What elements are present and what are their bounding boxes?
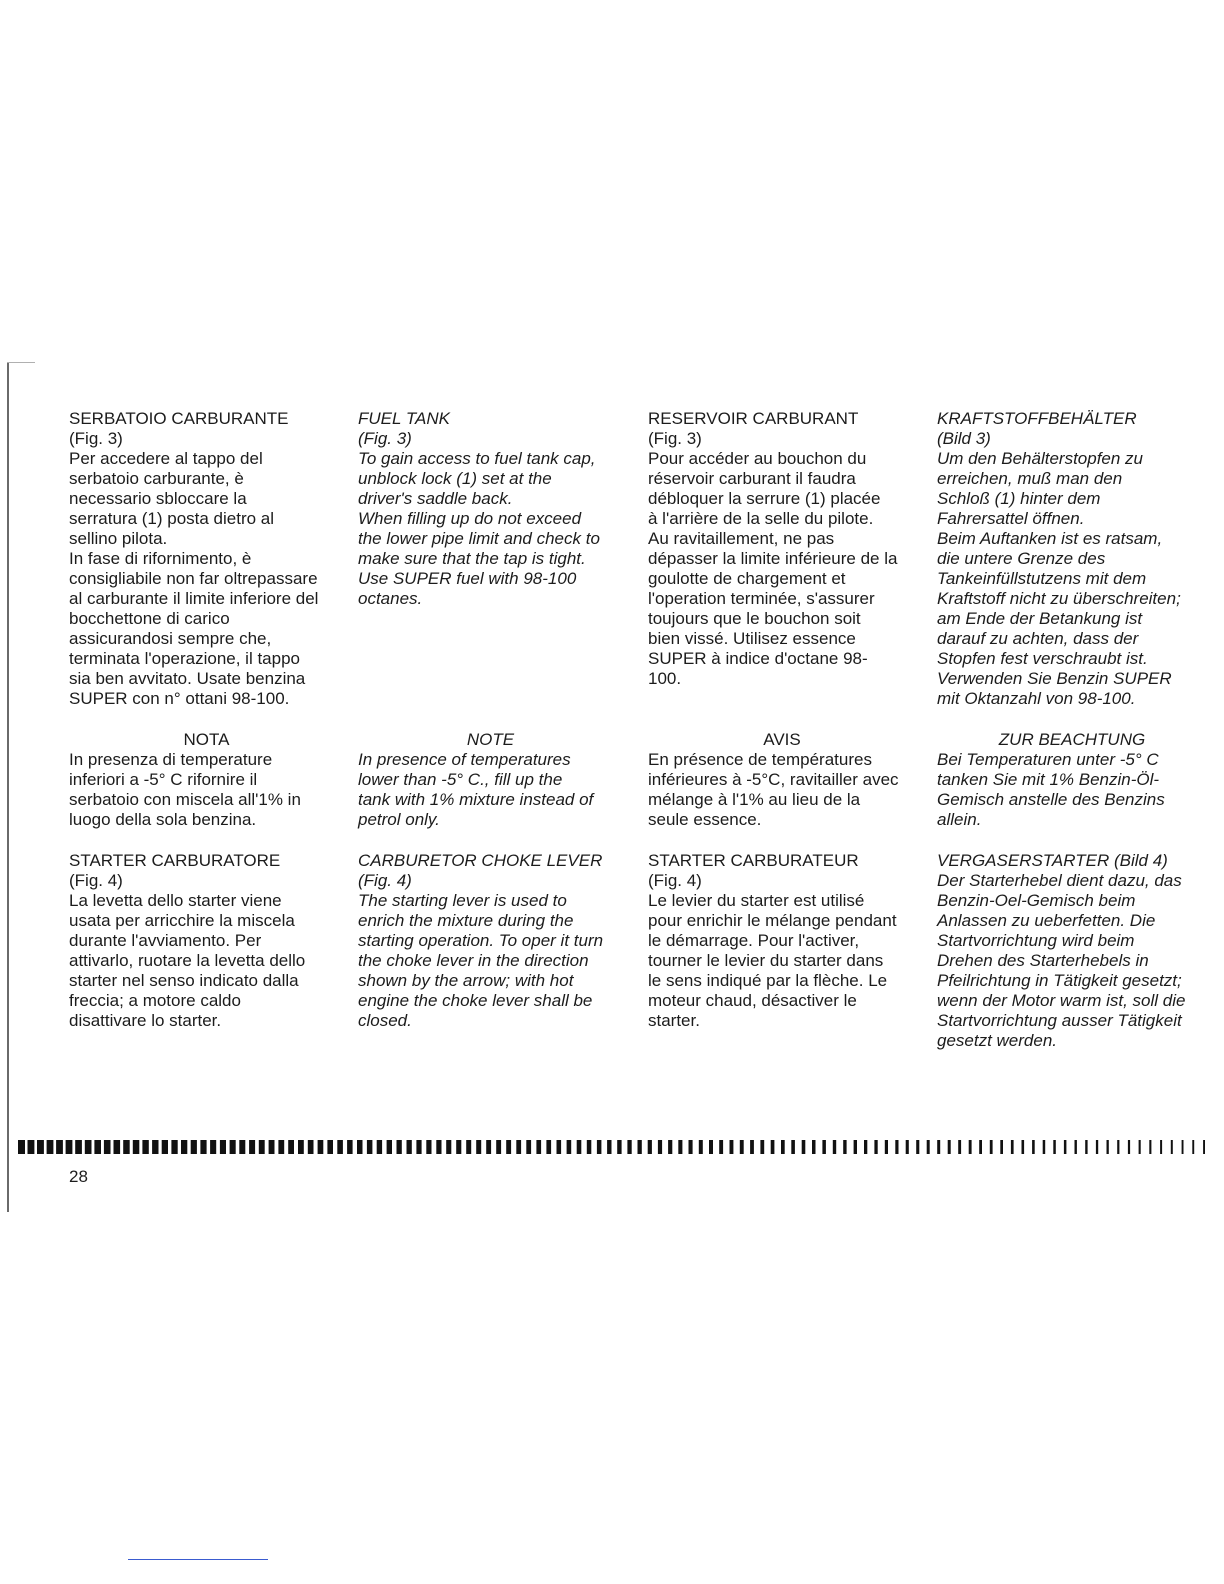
barcode-bar [1128,1140,1130,1154]
text-line: Der Starterhebel dient dazu, das [937,871,1182,890]
text-line: In presenza di temperature [69,750,273,769]
barcode-bar [760,1140,764,1154]
barcode-bar [648,1140,652,1154]
barcode-bar [689,1140,693,1154]
text-line: gesetzt werden. [937,1031,1058,1050]
text-line: Drehen des Starterhebels in [937,951,1149,970]
text-line: le démarrage. Pour l'activer, [648,931,860,950]
section-2 [69,730,344,830]
text-line: When filling up do not exceed [358,509,582,528]
text-line: The starting lever is used to [358,891,567,910]
text-line: En présence de températures [648,750,872,769]
barcode-bar [843,1140,846,1154]
text-line: Per accedere al tappo del [69,449,263,468]
section-heading: KRAFTSTOFFBEHÄLTER [937,409,1137,428]
text-line: petrol only. [358,810,440,829]
barcode-bar [1160,1140,1162,1154]
barcode-bar [1182,1140,1184,1154]
barcode-bar [1203,1140,1205,1154]
barcode-bar [750,1140,754,1154]
text-line: bien vissé. Utilisez essence [648,629,856,648]
barcode-bar [1192,1140,1194,1154]
text-line: Stopfen fest verschraubt ist. [937,649,1148,668]
barcode-bar [288,1140,294,1154]
barcode-bar [546,1140,551,1154]
text-line: engine the choke lever shall be [358,991,593,1010]
barcode-bar [1043,1140,1046,1154]
barcode-bar [1053,1140,1056,1154]
text-line: réservoir carburant il faudra [648,469,856,488]
barcode-bar [123,1140,130,1154]
barcode-bar [927,1140,930,1154]
barcode-bar [1117,1140,1119,1154]
barcode-bar [709,1140,713,1154]
text-line: disattivare lo starter. [69,1011,222,1030]
text-line: assicurandosi sempre che, [69,629,272,648]
text-line: débloquer la serrure (1) placée [648,489,881,508]
barcode-bar [607,1140,611,1154]
barcode-bar [1139,1140,1141,1154]
text-line: octanes. [358,589,423,608]
barcode-bar [47,1140,54,1154]
barcode-bar [496,1140,501,1154]
barcode-bar [104,1140,111,1154]
text-line: tank with 1% mixture instead of [358,790,594,809]
text-line: tourner le levier du starter dans [648,951,884,970]
barcode-bar [327,1140,333,1154]
section-1 [358,409,623,609]
text-line: à l'arrière de la selle du pilote. [648,509,874,528]
barcode-bar [191,1140,197,1154]
text-line: Kraftstoff nicht zu überschreiten; [937,589,1181,608]
text-line: Gemisch anstelle des Benzins [937,790,1165,809]
barcode-bar [426,1140,431,1154]
text-line: seule essence. [648,810,762,829]
barcode-bar [436,1140,441,1154]
text-line: Anlassen zu ueberfetten. Die [937,911,1156,930]
text-line: darauf zu achten, dass der [937,629,1139,648]
note-heading: NOTE [466,730,515,749]
text-line: Um den Behälterstopfen zu [937,449,1144,468]
barcode-bar [210,1140,216,1154]
barcode-bar [337,1140,343,1154]
left-margin-tick [7,362,35,363]
barcode-bar [822,1140,826,1154]
text-line: serratura (1) posta dietro al [69,509,275,528]
note-heading: NOTA [183,730,230,749]
barcode-bar [864,1140,867,1154]
barcode-bar [85,1140,92,1154]
barcode-bar [476,1140,481,1154]
barcode-bar [854,1140,857,1154]
barcode-bar [740,1140,744,1154]
text-line: Startvorrichtung ausser Tätigkeit [937,1011,1182,1030]
section-heading: RESERVOIR CARBURANT [648,409,859,428]
text-line: Bei Temperaturen unter -5° C [937,750,1159,769]
text-line: (Bild 3) [937,429,991,448]
barcode-bar [916,1140,919,1154]
barcode-bar [771,1140,775,1154]
section-3 [358,851,623,1031]
section-heading: CARBURETOR CHOKE LEVER [358,851,603,870]
barcode-bar [347,1140,353,1154]
barcode-bar [990,1140,993,1154]
section-1 [937,409,1207,709]
barcode-bar [18,1140,25,1154]
barcode-bar [557,1140,562,1154]
barcode-bar [466,1140,471,1154]
barcode-bar [969,1140,972,1154]
text-line: inférieures à -5°C, ravitailler avec [648,770,899,789]
text-line: starting operation. To oper it turn [358,931,604,950]
text-line: durante l'avviamento. Per [69,931,262,950]
section-heading: STARTER CARBURATORE [69,851,281,870]
barcode-bar [895,1140,898,1154]
barcode-bar [1171,1140,1173,1154]
text-line: moteur chaud, désactiver le [648,991,857,1010]
barcode-bar [627,1140,631,1154]
barcode-bar [94,1140,101,1154]
barcode-bar [874,1140,877,1154]
barcode-bar [948,1140,951,1154]
barcode-bar [567,1140,572,1154]
barcode-bar [162,1140,168,1154]
text-line: freccia; a motore caldo [69,991,241,1010]
page-number: 28 [69,1167,88,1186]
text-line: pour enrichir le mélange pendant [648,911,897,930]
text-line: (Fig. 4) [69,871,123,890]
barcode-bar [308,1140,314,1154]
text-line: driver's saddle back. [358,489,513,508]
section-2 [648,730,916,830]
barcode-bar [239,1140,245,1154]
barcode-bar [536,1140,541,1154]
barcode-bar [1000,1140,1003,1154]
barcode-bar [75,1140,82,1154]
text-line: goulotte de chargement et [648,569,846,588]
section-3 [937,851,1207,1051]
text-line: (Fig. 4) [358,871,412,890]
barcode-bar [407,1140,412,1154]
text-line: usata per arricchire la miscela [69,911,295,930]
barcode-bar [171,1140,177,1154]
section-1 [69,409,344,709]
text-line: toujours que le bouchon soit [648,609,861,628]
text-line: lower than -5° C., fill up the [358,770,563,789]
text-line: dépasser la limite inférieure de la [648,549,898,568]
barcode-bar [1075,1140,1077,1154]
section-2 [358,730,623,830]
barcode-bar [318,1140,324,1154]
text-line: SUPER à indice d'octane 98- [648,649,868,668]
text-line: Pfeilrichtung in Tätigkeit gesetzt; [937,971,1182,990]
text-line: mélange à l'1% au lieu de la [648,790,861,809]
text-line: In presence of temperatures [358,750,571,769]
barcode-bar [668,1140,672,1154]
barcode-bar [781,1140,785,1154]
text-line: Startvorrichtung wird beim [937,931,1135,950]
text-line: inferiori a -5° C rifornire il [69,770,258,789]
text-line: wenn der Motor warm ist, soll die [937,991,1186,1010]
text-line: bocchettone di carico [69,609,230,628]
barcode-bar [269,1140,275,1154]
barcode-bar [699,1140,703,1154]
barcode-bar [885,1140,888,1154]
barcode-bar [506,1140,511,1154]
barcode-bar [1064,1140,1067,1154]
section-1 [648,409,916,689]
text-line: shown by the arrow; with hot [358,971,574,990]
text-line: allein. [937,810,982,829]
barcode-strip [10,1140,1215,1154]
text-line: Tankeinfüllstutzens mit dem [937,569,1147,588]
barcode-bar [486,1140,491,1154]
text-line: Use SUPER fuel with 98-100 [358,569,577,588]
text-line: tanken Sie mit 1% Benzin-Öl- [937,770,1160,789]
section-3 [69,851,344,1031]
barcode-bar [152,1140,158,1154]
barcode-bar [446,1140,451,1154]
barcode-bar [1107,1140,1109,1154]
barcode-bar [802,1140,806,1154]
text-line: enrich the mixture during the [358,911,574,930]
text-line: consigliabile non far oltrepassare [69,569,318,588]
note-heading: ZUR BEACHTUNG [998,730,1146,749]
barcode-bar [678,1140,682,1154]
barcode-bar [617,1140,621,1154]
text-line: l'operation terminée, s'assurer [648,589,875,608]
barcode-bar [719,1140,723,1154]
barcode-bar [298,1140,304,1154]
text-line: erreichen, muß man den [937,469,1123,488]
note-heading: AVIS [763,730,801,749]
barcode-bar [230,1140,236,1154]
barcode-bar [979,1140,982,1154]
text-line: le sens indiqué par la flèche. Le [648,971,888,990]
barcode-bar [658,1140,662,1154]
text-line: unblock lock (1) set at the [358,469,552,488]
text-line: serbatoio carburante, è [69,469,244,488]
text-line: Beim Auftanken ist es ratsam, [937,529,1163,548]
text-line: starter. [648,1011,700,1030]
text-line: (Fig. 3) [69,429,123,448]
text-line: terminata l'operazione, il tappo [69,649,300,668]
barcode-bar [181,1140,187,1154]
text-line: In fase di rifornimento, è [69,549,252,568]
barcode-bar [597,1140,602,1154]
text-line: Verwenden Sie Benzin SUPER [937,669,1172,688]
barcode-bar [1011,1140,1014,1154]
barcode-bar [367,1140,373,1154]
barcode-bar [730,1140,734,1154]
text-line: (Fig. 3) [358,429,412,448]
barcode-bar [1085,1140,1087,1154]
barcode-bar [357,1140,363,1154]
text-line: attivarlo, ruotare la levetta dello [69,951,306,970]
section-heading: STARTER CARBURATEUR [648,851,859,870]
section-heading: VERGASERSTARTER (Bild 4) [937,851,1168,870]
section-3 [648,851,916,1031]
barcode-bar [220,1140,226,1154]
text-line: SUPER con n° ottani 98-100. [69,689,290,708]
barcode-bar [66,1140,73,1154]
barcode-bar [142,1140,148,1154]
barcode-bar [387,1140,392,1154]
text-line: To gain access to fuel tank cap, [358,449,596,468]
text-line: mit Oktanzahl von 98-100. [937,689,1136,708]
barcode-bar [577,1140,582,1154]
text-line: sellino pilota. [69,529,168,548]
text-line: sia ben avvitato. Usate benzina [69,669,306,688]
text-line: am Ende der Betankung ist [937,609,1143,628]
barcode-bar [456,1140,461,1154]
text-line: make sure that the tap is tight. [358,549,586,568]
barcode-bar [516,1140,521,1154]
barcode-bar [791,1140,795,1154]
barcode-bar [906,1140,909,1154]
barcode-bar [638,1140,642,1154]
text-line: Le levier du starter est utilisé [648,891,865,910]
barcode-bar [377,1140,382,1154]
barcode-bar [28,1140,35,1154]
barcode-bar [958,1140,961,1154]
text-line: (Fig. 3) [648,429,702,448]
text-line: the lower pipe limit and check to [358,529,600,548]
text-line: closed. [358,1011,412,1030]
text-line: (Fig. 4) [648,871,702,890]
barcode-bar [833,1140,836,1154]
text-line: 100. [648,669,682,688]
barcode-bar [37,1140,44,1154]
barcode-bar [259,1140,265,1154]
barcode-bar [587,1140,592,1154]
section-2 [937,730,1207,830]
text-line: luogo della sola benzina. [69,810,257,829]
barcode-bar [56,1140,63,1154]
barcode-bar [200,1140,206,1154]
barcode-bar [526,1140,531,1154]
barcode-bar [1022,1140,1025,1154]
text-line: starter nel senso indicato dalla [69,971,299,990]
barcode-bar [1149,1140,1151,1154]
section-heading: SERBATOIO CARBURANTE [69,409,289,428]
barcode-bar [1032,1140,1035,1154]
barcode-bar [397,1140,402,1154]
text-line: the choke lever in the direction [358,951,589,970]
text-line: Benzin-Oel-Gemisch beim [937,891,1136,910]
footer-rule [128,1559,268,1560]
left-margin-rule [7,362,9,1212]
barcode-bar [937,1140,940,1154]
barcode-bar [114,1140,121,1154]
barcode-bar [416,1140,421,1154]
text-line: Au ravitaillement, ne pas [648,529,835,548]
text-line: Fahrersattel öffnen. [937,509,1085,528]
barcode-bar [133,1140,140,1154]
barcode-bar [249,1140,255,1154]
text-line: Schloß (1) hinter dem [937,489,1101,508]
text-line: die untere Grenze des [937,549,1106,568]
text-line: al carburante il limite inferiore del [69,589,319,608]
text-line: Pour accéder au bouchon du [648,449,867,468]
barcode-bar [1096,1140,1098,1154]
section-heading: FUEL TANK [358,409,450,428]
barcode-bar [278,1140,284,1154]
barcode-bar [812,1140,816,1154]
text-line: serbatoio con miscela all'1% in [69,790,301,809]
text-line: necessario sbloccare la [69,489,247,508]
text-line: La levetta dello starter viene [69,891,282,910]
